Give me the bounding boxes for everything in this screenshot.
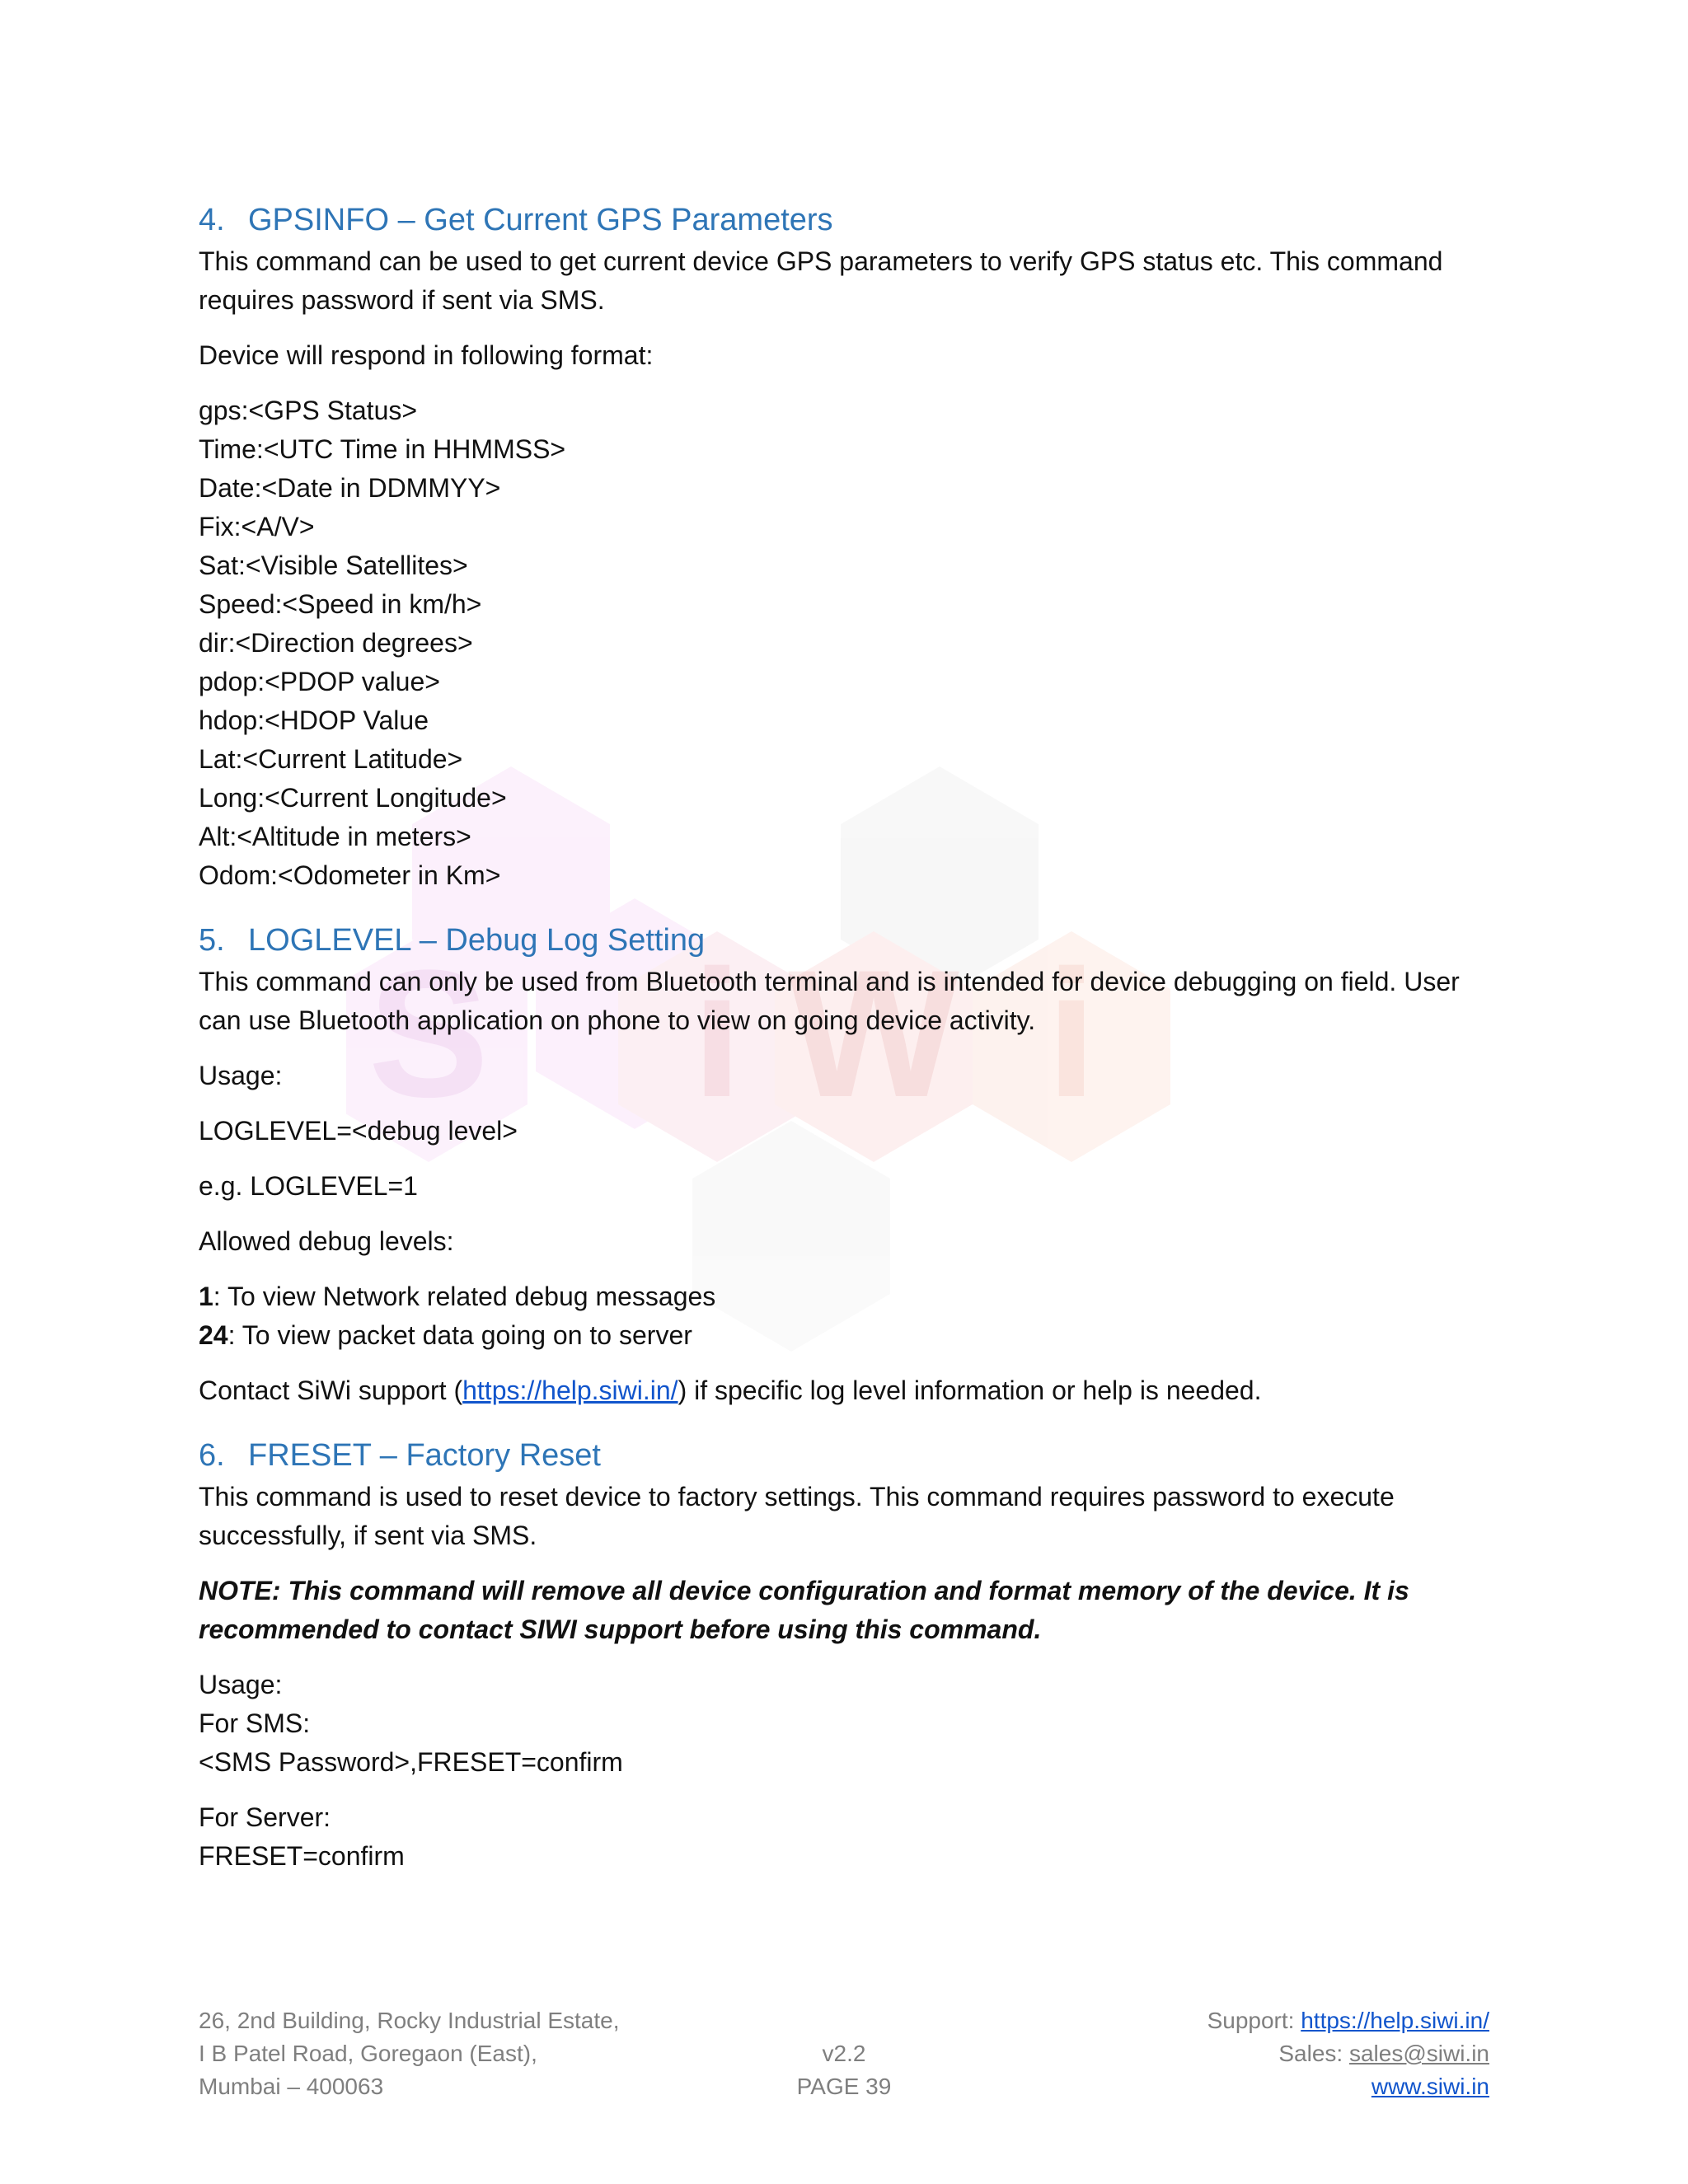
- page-number: PAGE 39: [796, 2074, 892, 2099]
- contact-prefix: Contact SiWi support (: [199, 1376, 463, 1405]
- sales-label: Sales:: [1278, 2041, 1349, 2066]
- section-intro: This command can only be used from Bluetooth terminal and is intended for device debugging on field. User can use Bluetooth application on phone to view on going device activity.: [199, 967, 1460, 1035]
- section-title: GPSINFO – Get Current GPS Parameters: [248, 203, 833, 237]
- debug-level-number: 24: [199, 1320, 228, 1350]
- debug-level-item: [199, 1316, 1493, 1355]
- contact-suffix: ) if specific log level information or help is needed.: [678, 1376, 1262, 1405]
- sales-email-link[interactable]: sales@siwi.in: [1348, 2041, 1489, 2066]
- server-usage-block: [199, 1798, 1493, 1876]
- format-line: Alt:<Altitude in meters>: [199, 822, 471, 851]
- warning-note: NOTE: This command will remove all device configuration and format memory of the device. It is recommended to contact SIWI support before using this command.: [199, 1576, 1409, 1644]
- format-lines: [199, 391, 1493, 895]
- page-footer: [199, 2004, 1489, 2111]
- section-heading-loglevel: [199, 918, 1493, 963]
- support-label: Support:: [1207, 2008, 1301, 2033]
- levels-label: Allowed debug levels:: [199, 1226, 454, 1256]
- support-contact: [1207, 2004, 1489, 2037]
- watermark-letter-i2: i: [1046, 932, 1097, 1135]
- address-line: Mumbai – 400063: [199, 2074, 384, 2099]
- format-line: Lat:<Current Latitude>: [199, 744, 463, 774]
- document-body: [199, 198, 1493, 1876]
- format-line: Time:<UTC Time in HHMMSS>: [199, 434, 566, 464]
- section-title: LOGLEVEL – Debug Log Setting: [248, 923, 706, 958]
- section-heading-gpsinfo: [199, 198, 1493, 242]
- usage-example: e.g. LOGLEVEL=1: [199, 1171, 418, 1201]
- section-heading-freset: [199, 1433, 1493, 1478]
- format-line: Date:<Date in DDMMYY>: [199, 473, 501, 503]
- watermark-letter-s: S: [368, 932, 490, 1135]
- address-line: I B Patel Road, Goregaon (East),: [199, 2041, 537, 2066]
- usage-label: Usage:: [199, 1061, 283, 1090]
- sms-label: For SMS:: [199, 1708, 311, 1738]
- server-command: FRESET=confirm: [199, 1841, 405, 1871]
- debug-levels-list: [199, 1277, 1493, 1355]
- section-loglevel: [199, 918, 1493, 1410]
- section-intro: This command is used to reset device to factory settings. This command requires password to execute successfully, if sent via SMS.: [199, 1482, 1395, 1550]
- format-line: Odom:<Odometer in Km>: [199, 860, 501, 890]
- contact-support-line: [199, 1371, 1493, 1410]
- sms-command: <SMS Password>,FRESET=confirm: [199, 1747, 623, 1777]
- website-contact: [1207, 2070, 1489, 2103]
- support-link[interactable]: https://help.siwi.in/: [462, 1376, 678, 1405]
- section-number: 6.: [199, 1438, 225, 1473]
- website-link[interactable]: www.siwi.in: [1371, 2074, 1489, 2099]
- format-line: Speed:<Speed in km/h>: [199, 589, 482, 619]
- usage-label: Usage:: [199, 1670, 283, 1699]
- section-number: 4.: [199, 203, 225, 237]
- footer-contacts: [1207, 2004, 1489, 2103]
- format-line: dir:<Direction degrees>: [199, 628, 473, 658]
- format-line: pdop:<PDOP value>: [199, 667, 440, 696]
- format-line: Sat:<Visible Satellites>: [199, 551, 468, 580]
- watermark-letter-w: W: [788, 932, 959, 1135]
- section-gpsinfo: [199, 198, 1493, 895]
- debug-level-number: 1: [199, 1282, 213, 1311]
- format-line: gps:<GPS Status>: [199, 396, 418, 425]
- format-line: Long:<Current Longitude>: [199, 783, 507, 813]
- debug-level-desc: : To view Network related debug messages: [213, 1282, 716, 1311]
- server-label: For Server:: [199, 1802, 331, 1832]
- sms-usage-block: [199, 1666, 1493, 1782]
- format-line: Fix:<A/V>: [199, 512, 315, 541]
- section-title: FRESET – Factory Reset: [248, 1438, 601, 1473]
- footer-support-link[interactable]: https://help.siwi.in/: [1301, 2008, 1489, 2033]
- format-line: hdop:<HDOP Value: [199, 705, 429, 735]
- address-line: 26, 2nd Building, Rocky Industrial Estate,: [199, 2008, 620, 2033]
- version-label: v2.2: [822, 2041, 866, 2066]
- usage-syntax: LOGLEVEL=<debug level>: [199, 1116, 518, 1146]
- section-freset: [199, 1433, 1493, 1876]
- debug-level-desc: : To view packet data going on to server: [227, 1320, 692, 1350]
- sales-contact: [1207, 2037, 1489, 2070]
- section-intro: This command can be used to get current device GPS parameters to verify GPS status etc. This command requires password if sent via SMS.: [199, 246, 1443, 315]
- section-number: 5.: [199, 923, 225, 958]
- debug-level-item: [199, 1277, 1493, 1316]
- format-label: Device will respond in following format:: [199, 340, 654, 370]
- watermark-letter-i1: i: [692, 932, 743, 1135]
